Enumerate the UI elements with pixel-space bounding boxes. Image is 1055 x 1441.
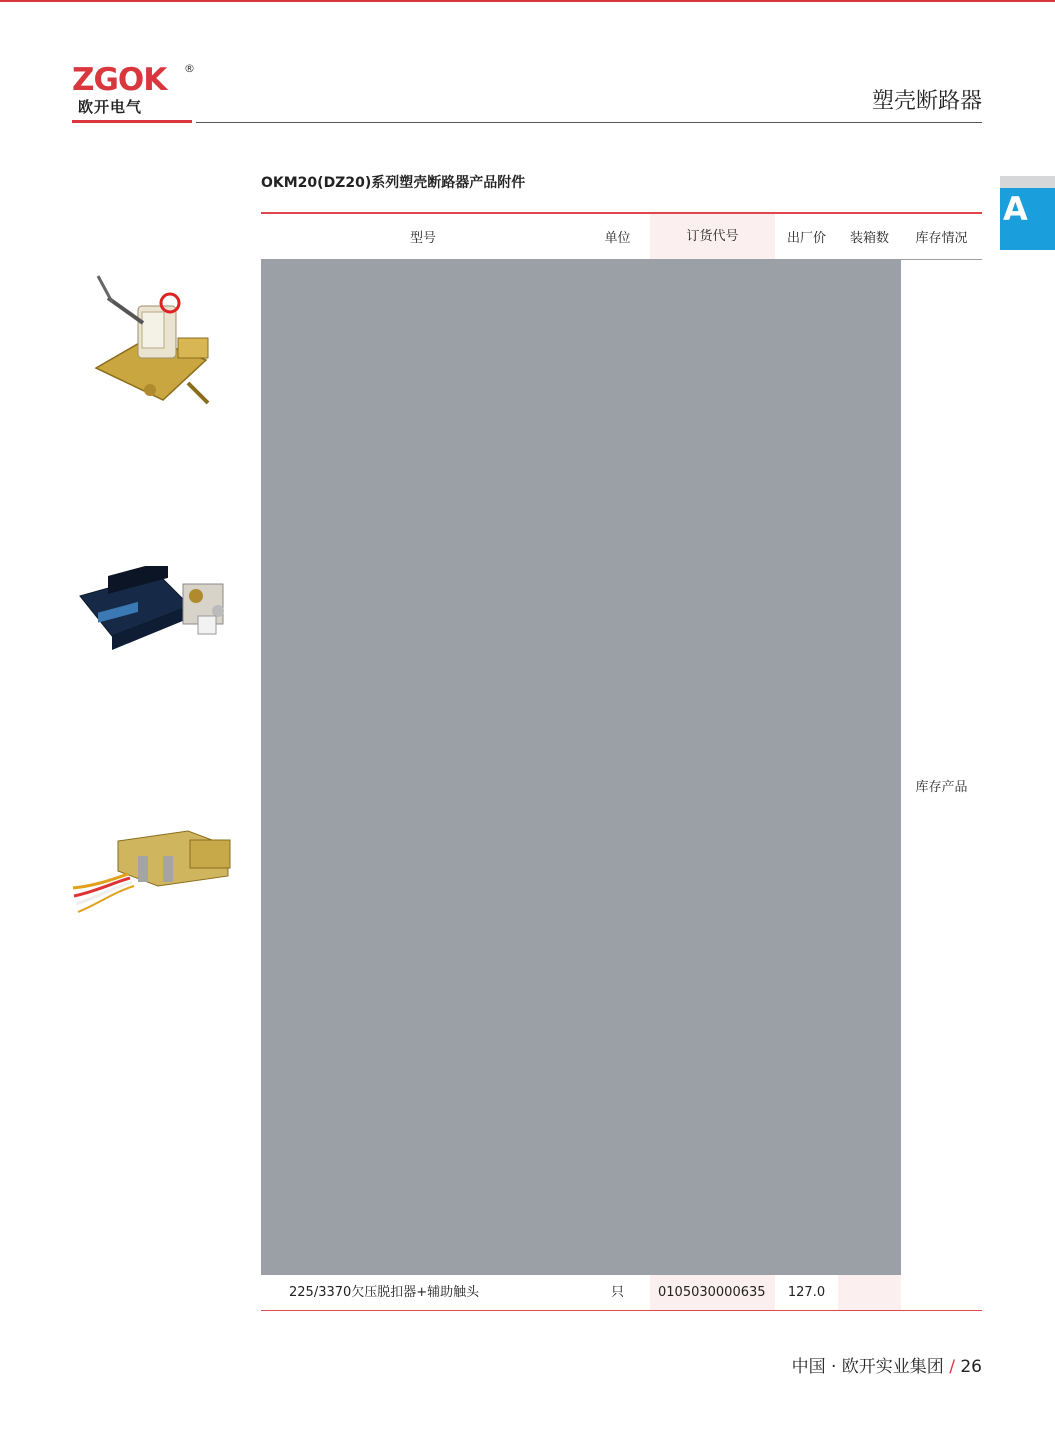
footer-separator: /: [949, 1357, 955, 1377]
footer-company: 中国 · 欧开实业集团: [791, 1357, 944, 1377]
table-row: [261, 610, 982, 645]
table-row: [261, 365, 982, 400]
row-divider: [261, 680, 901, 715]
brand-logo: [72, 62, 197, 124]
stock-status-cell: 库存产品: [915, 779, 968, 795]
header-price: 出厂价: [786, 231, 826, 246]
row-divider: [261, 995, 901, 1030]
logo-wordmark: ZGOK: [72, 62, 167, 98]
cell-box-qty: [838, 1275, 901, 1310]
row-divider: [261, 400, 901, 435]
row-divider: [261, 365, 901, 400]
table-row: [261, 855, 982, 890]
registered-mark: ®: [184, 62, 195, 75]
table-row: [261, 1100, 982, 1135]
header-box: 装箱数: [849, 231, 889, 246]
table-row: [261, 1030, 982, 1065]
table-title: OKM20(DZ20)系列塑壳断路器产品附件: [261, 175, 526, 191]
table-row: [261, 1065, 982, 1100]
row-divider: [261, 260, 901, 295]
header-rule: [196, 122, 982, 123]
table-row: [261, 540, 982, 575]
page-number: 26: [960, 1357, 982, 1377]
logo-subtitle: 欧开电气: [78, 98, 143, 116]
row-divider: [261, 1170, 901, 1205]
row-divider: [261, 1065, 901, 1100]
table-row: [261, 435, 982, 470]
table-body: [261, 260, 982, 1310]
table-row: [261, 1240, 982, 1275]
row-divider: [261, 1100, 901, 1135]
cell-order-code: 0105030000635: [650, 1275, 775, 1310]
table-row: [261, 1205, 982, 1240]
section-tab-strip: [1000, 176, 1055, 188]
row-divider: [261, 435, 901, 470]
row-divider: [261, 925, 901, 960]
table-row: [261, 960, 982, 995]
table-row: [261, 1275, 982, 1310]
alarm-contact-product-image: [88, 268, 218, 413]
row-divider: [261, 750, 901, 785]
table-row: [261, 505, 982, 540]
table-row: [261, 260, 982, 295]
undervoltage-release-product-image: [68, 826, 243, 916]
table-bottom-rule: [261, 1310, 982, 1311]
cell-unit: 只: [610, 1285, 624, 1300]
row-divider: [261, 610, 901, 645]
table-row: [261, 715, 982, 750]
table-row: [261, 785, 982, 820]
row-divider: [261, 330, 901, 365]
table-row: [261, 1170, 982, 1205]
header-model: 型号: [409, 231, 436, 246]
shunt-release-product-image: [78, 566, 238, 656]
table-row: [261, 295, 982, 330]
page-footer: [792, 1352, 982, 1377]
row-divider: [261, 470, 901, 505]
table-row: [261, 680, 982, 715]
table-row: [261, 330, 982, 365]
logo-underline: [72, 120, 192, 123]
row-divider: [261, 1205, 901, 1240]
top-border-line: [0, 0, 1055, 2]
table-row: [261, 400, 982, 435]
header-stock: 库存情况: [915, 231, 968, 246]
row-divider: [261, 1135, 901, 1170]
row-divider: [261, 645, 901, 680]
table-row: [261, 890, 982, 925]
table-row: [261, 995, 982, 1030]
page-section-title: 塑壳断路器: [871, 89, 982, 114]
row-divider: [261, 540, 901, 575]
cell-price: 127.0: [787, 1285, 826, 1300]
row-divider: [261, 295, 901, 330]
row-divider: [261, 960, 901, 995]
row-divider: [261, 855, 901, 890]
table-row: [261, 750, 982, 785]
section-tab-letter: A: [1003, 190, 1028, 228]
accessories-table: [261, 212, 982, 1311]
table-row: [261, 645, 982, 680]
row-divider: [261, 1030, 901, 1065]
table-header: [261, 214, 982, 260]
table-row: [261, 470, 982, 505]
header-code: 订货代号: [650, 214, 775, 259]
row-divider: [261, 890, 901, 925]
row-divider: [261, 575, 901, 610]
table-row: [261, 820, 982, 855]
table-row: [261, 925, 982, 960]
row-divider: [261, 715, 901, 750]
table-row: [261, 575, 982, 610]
header-unit: 单位: [604, 231, 631, 246]
cell-model: 225/3370欠压脱扣器+辅助触头: [289, 1285, 480, 1300]
row-divider: [261, 785, 901, 820]
row-divider: [261, 820, 901, 855]
table-row: [261, 1135, 982, 1170]
row-divider: [261, 1240, 901, 1275]
row-divider: [261, 505, 901, 540]
